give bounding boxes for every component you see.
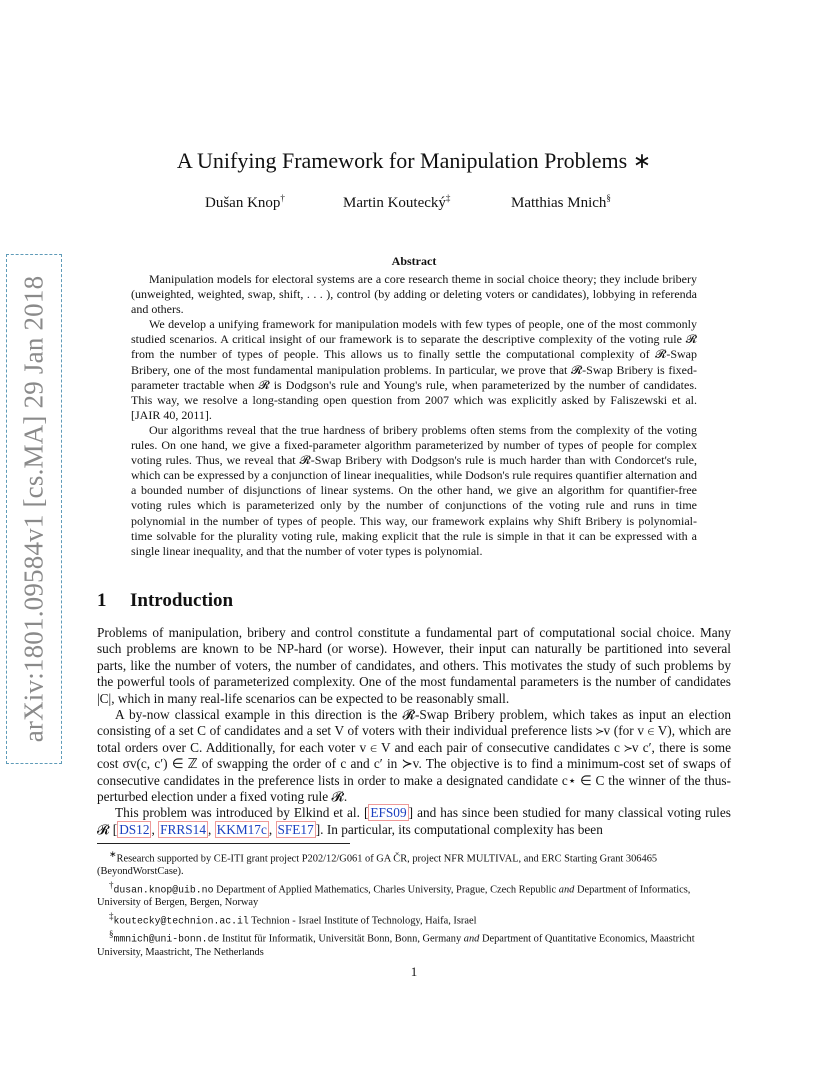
footnote-mark: † [109,880,114,891]
body-text: and has since been studied for many classical voting rules 𝓡 [97,805,731,837]
footnote-text: Department of Quantitative Economics, Maastricht University, Maastricht, The Netherlands [97,933,695,958]
paper-title: A Unifying Framework for Manipulation Problems ∗ [176,148,652,173]
footnote-divider [97,843,350,844]
abstract-body [131,272,697,559]
footnote-koutecky [97,910,731,928]
abstract-paragraph: Our algorithms reveal that the true hardness of bribery problems often stems from the complexity of the voting rules. On one hand, we give a fixed-parameter algorithm parameterized by number of types of people for complex voting rules. Thus, we reveal that 𝓡-Swap Bribery with Dodgson's rule is much harder than with Condorcet's rule, which can be expressed by a conjunction of linear inequalities, while Dodson's rule requires quantifier alternation and a bounded number of disjunctions of linear systems. On the other hand, we give an algorithm for quantifier-free voting rules which is parameterized only by the number of conjunctions of the voting rule and runs in time polynomial in the number of types of people. This way, our framework explains why Shift Bribery is polynomial-time solvable for the plurality voting rule, making explicit that the rule is simple in that it can be expressed with a single linear inequality, and that the number of voter types is polynomial. [131,422,697,558]
footnote-mark: ‡ [109,911,114,922]
author-koutecky [343,193,450,212]
footnote-mnich [97,928,731,959]
email-address[interactable]: koutecky@technion.ac.il [113,915,249,927]
email-address[interactable]: mmnich@uni-bonn.de [113,933,220,945]
citation-link[interactable]: DS12 [119,821,150,837]
body-paragraph: Problems of manipulation, bribery and control constitute a fundamental part of computational social choice. Many such problems are known to be NP-hard (or worse). However, their input can naturally be partitioned into several parts, like the number of voters, the number of candidates, and others. This motivates the study of such problems by the powerful tools of parameterized complexity. One of the most fundamental parameters is the number of candidates |C|, which in many real-life scenarios can be expected to be reasonably small. [97,625,731,706]
body-paragraph: A by-now classical example in this direction is the 𝓡-Swap Bribery problem, which takes as input an election consisting of a set C of candidates and a set V of voters with their individual preference lists ≻v (for v ∈ V), which are total orders over C. Additionally, for each voter v ∈ V and each pair of consecutive candidates c ≻v c′, there is some cost σv(c, c′) ∈ ℤ of swapping the order of c and c′ in ≻v. The objective is to find a minimum-cost set of swaps of consecutive candidates in the preference lists in order to make a designated candidate c⋆ ∈ C the winner of the thus-perturbed election under a fixed voting rule 𝓡. [97,707,731,805]
footnote-funding [97,848,731,879]
footnote-mark: § [109,929,114,940]
citation-link[interactable]: FRRS14 [160,821,206,837]
author-knop [205,193,285,212]
abstract-heading: Abstract [391,254,437,268]
citation-link[interactable]: SFE17 [277,821,314,837]
introduction-body [97,625,731,838]
body-text: . In particular, its computational complexity has been [320,821,603,837]
citation-link[interactable]: EFS09 [370,805,407,821]
section-heading-introduction [97,590,233,612]
author-name: Matthias Mnich [511,195,607,211]
author-footnote-mark[interactable]: § [606,193,611,203]
author-footnote-mark[interactable]: † [280,193,285,203]
arxiv-identifier-text[interactable]: arXiv:1801.09584v1 [cs.MA] 29 Jan 2018 [18,275,49,743]
footnote-conjunction: and [558,884,575,896]
section-title: Introduction [130,590,234,611]
footnote-knop [97,879,731,910]
abstract-paragraph: We develop a unifying framework for manipulation models with few types of people, one of the most commonly studied scenarios. A critical insight of our framework is to separate the descriptive complexity of the voting rule 𝓡 from the number of types of people. This allows us to finally settle the computational complexity of 𝓡-Swap Bribery, one of the most fundamental manipulation problems. In particular, we prove that 𝓡-Swap Bribery is fixed-parameter tractable when 𝓡 is Dodgson's rule and Young's rule, when parameterized by the number of candidates. This way, we resolve a long-standing open question from 2007 which was explicitly asked by Faliszewski et al. [JAIR 40, 2011]. [131,317,697,422]
footnote-text: Department of Applied Mathematics, Charles University, Prague, Czech Republic [216,884,557,896]
footnote-text: Research supported by CE-ITI grant project P202/12/G061 of GA ČR, project NFR MULTIVAL, and ERC Starting Grant 306465 (BeyondWorstCase). [97,853,658,878]
email-address[interactable]: dusan.knop@uib.no [113,884,214,896]
abstract-paragraph: Manipulation models for electoral systems are a core research theme in social choice theory; they include bribery (unweighted, weighted, swap, shift, . . . ), control (by adding or deleting voters or candidates), lobbying in referenda and others. [131,272,697,317]
arxiv-identifier-stamp[interactable] [6,254,62,764]
author-name: Martin Koutecký [343,195,446,211]
body-paragraph: This problem was introduced by Elkind et al. [ EFS09 ] and has since been studied for many classical voting rules 𝓡 [ DS12 , FRRS14 , KKM17c , SFE17 ]. In particular, its computational complexity has been [97,805,731,837]
body-text: This problem was introduced by Elkind et al. [115,805,360,821]
section-number: 1 [97,590,107,611]
author-name: Dušan Knop [205,195,281,211]
footnote-conjunction: and [463,933,480,945]
author-mnich [511,193,611,212]
footnote-text: Department of Informatics, University of Bergen, Bergen, Norway [97,884,691,909]
author-footnote-mark[interactable]: ‡ [445,193,451,203]
footnote-text: Technion - Israel Institute of Technology, Haifa, Israel [251,915,477,927]
page-number: 1 [410,964,418,979]
footnote-text: Institut für Informatik, Universität Bonn, Bonn, Germany [221,933,462,945]
footnotes [97,848,731,959]
citation-link[interactable]: KKM17c [216,821,267,837]
footnote-mark: ∗ [109,849,117,859]
